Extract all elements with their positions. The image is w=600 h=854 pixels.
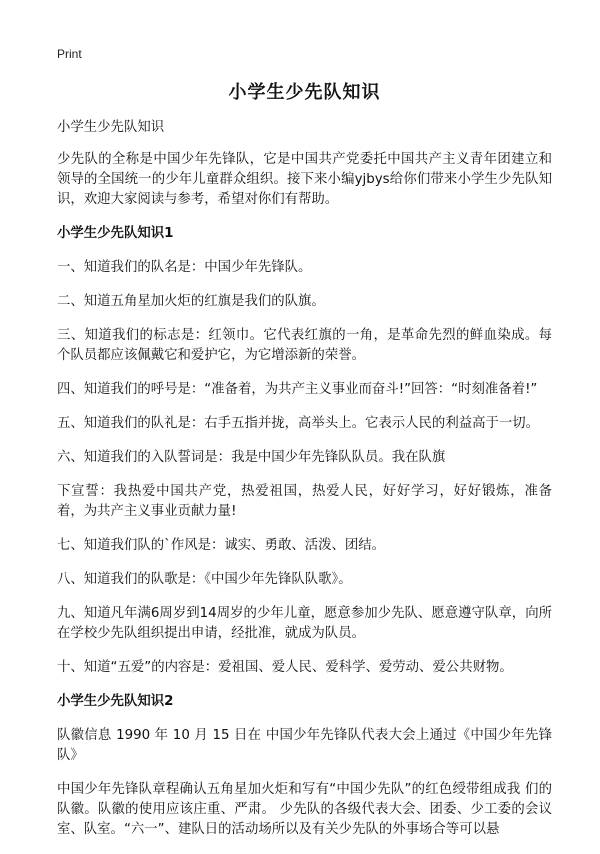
section-1-item-1: 一、知道我们的队名是：中国少年先锋队。 — [57, 260, 312, 275]
section-1-heading: 小学生少先队知识1 — [57, 226, 174, 241]
section-2-paragraph-1: 队徽信息 1990 年 10 月 15 日在 中国少年先锋队代表大会上通过《中国少年先锋队》 — [57, 728, 552, 763]
section-1-item-4: 四、知道我们的呼号是：“准备着，为共产主义事业而奋斗!”回答：“时刻准备着!” — [57, 382, 538, 397]
page-title: 小学生少先队知识 — [228, 82, 381, 103]
section-1-item-5: 五、知道我们的队礼是：右手五指并拢，高举头上。它表示人民的利益高于一切。 — [57, 416, 540, 431]
print-label: Print — [57, 47, 82, 61]
section-1-item-7: 七、知道我们队的`作风是：诚实、勇敢、活泼、团结。 — [57, 538, 386, 553]
section-2-paragraph-2: 中国少年先锋队章程确认五角星加火炬和写有“中国少先队”的红色绶带组成我 们的队徽。队徽的使用应该庄重、严肃。 少先队的各级代表大会、团委、少工委的会议室、队室。“六一”、建队日的活动场所以及有关少先队的外事场合等可以悬 — [57, 782, 552, 837]
section-1-item-6: 六、知道我们的入队誓词是：我是中国少年先锋队队员。我在队旗 — [57, 450, 446, 465]
section-1-item-8: 八、知道我们的队歌是：《中国少年先锋队队歌》。 — [57, 572, 352, 587]
section-1-item-10: 十、知道“五爱”的内容是：爱祖国、爱人民、爱科学、爱劳动、爱公共财物。 — [57, 660, 513, 675]
section-1-item-2: 二、知道五角星加火炬的红旗是我们的队旗。 — [57, 294, 325, 309]
section-1-item-6-continued: 下宣誓：我热爱中国共产党，热爱祖国，热爱人民，好好学习，好好锻炼，准备着，为共产主义事业贡献力量! — [57, 484, 552, 519]
section-1-item-3: 三、知道我们的标志是：红领巾。它代表红旗的一角，是革命先烈的鲜血染成。每个队员都应该佩戴它和爱护它，为它增添新的荣誉。 — [57, 328, 552, 363]
subtitle-paragraph: 小学生少先队知识 — [57, 120, 165, 135]
document-body — [57, 118, 552, 854]
section-2-heading: 小学生少先队知识2 — [57, 694, 174, 709]
intro-paragraph: 少先队的全称是中国少年先锋队，它是中国共产党委托中国共产主义青年团建立和领导的全国统一的少年儿童群众组织。接下来小编yjbys给你们带来小学生少先队知识，欢迎大家阅读与参考，希望对你们有帮助。 — [57, 152, 552, 207]
section-1-item-9: 九、知道凡年满6周岁到14周岁的少年儿童，愿意参加少先队、愿意遵守队章，向所在学校少先队组织提出申请，经批准，就成为队员。 — [57, 606, 552, 641]
